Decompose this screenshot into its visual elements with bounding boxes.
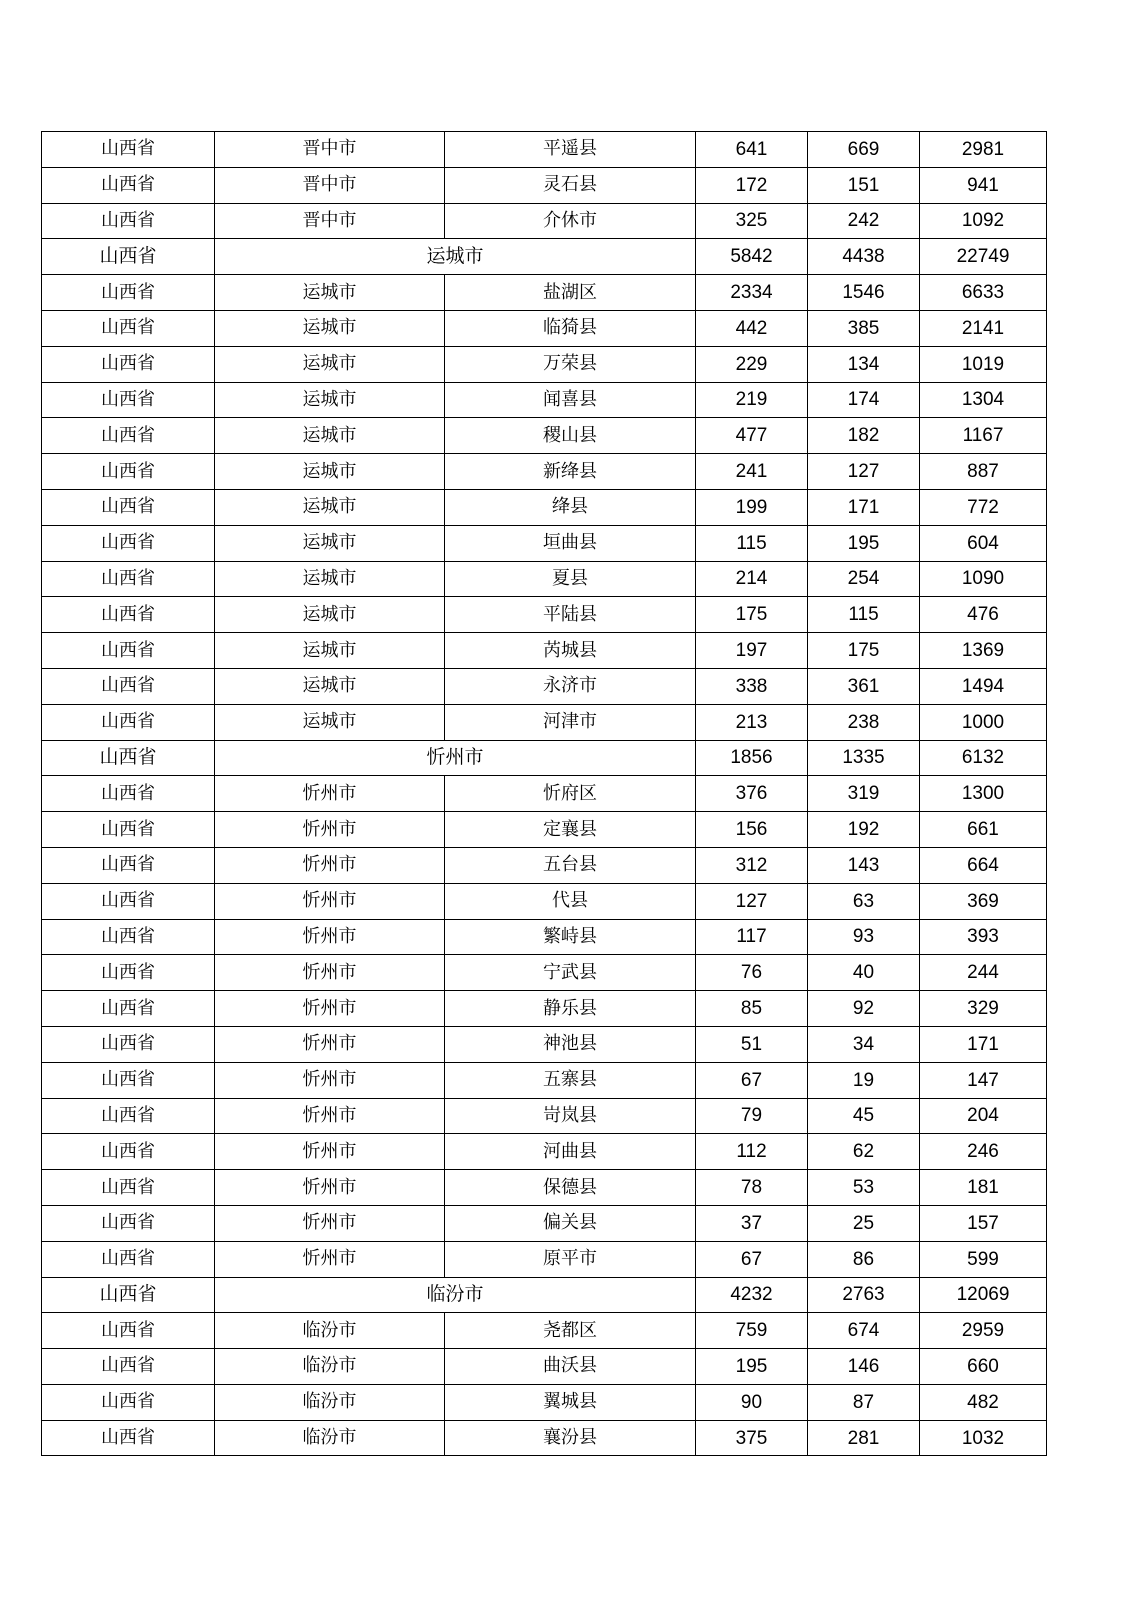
county-cell: 夏县 <box>445 561 696 597</box>
value-3-cell: 393 <box>920 919 1047 955</box>
table-row <box>42 633 1047 669</box>
table-row <box>42 489 1047 525</box>
value-1-cell: 229 <box>696 346 808 382</box>
table-row <box>42 1241 1047 1277</box>
value-3-cell: 246 <box>920 1134 1047 1170</box>
value-2-cell: 151 <box>808 167 920 203</box>
table-row <box>42 132 1047 168</box>
province-cell: 山西省 <box>42 1349 215 1385</box>
value-2-cell: 127 <box>808 454 920 490</box>
value-1-cell: 79 <box>696 1098 808 1134</box>
city-cell: 忻州市 <box>215 991 445 1027</box>
city-cell: 运城市 <box>215 561 445 597</box>
table-row <box>42 847 1047 883</box>
value-3-cell: 1000 <box>920 704 1047 740</box>
value-2-cell: 192 <box>808 812 920 848</box>
value-2-cell: 2763 <box>808 1277 920 1313</box>
city-cell: 运城市 <box>215 668 445 704</box>
city-cell: 忻州市 <box>215 1026 445 1062</box>
province-cell: 山西省 <box>42 310 215 346</box>
county-cell: 平遥县 <box>445 132 696 168</box>
city-cell: 忻州市 <box>215 883 445 919</box>
value-3-cell: 181 <box>920 1170 1047 1206</box>
county-cell: 尧都区 <box>445 1313 696 1349</box>
county-cell: 偏关县 <box>445 1205 696 1241</box>
city-cell: 运城市 <box>215 418 445 454</box>
value-2-cell: 40 <box>808 955 920 991</box>
county-cell: 稷山县 <box>445 418 696 454</box>
value-3-cell: 482 <box>920 1384 1047 1420</box>
value-1-cell: 76 <box>696 955 808 991</box>
city-cell: 运城市 <box>215 525 445 561</box>
value-1-cell: 325 <box>696 203 808 239</box>
city-cell: 临汾市 <box>215 1277 696 1313</box>
data-table <box>41 131 1047 1456</box>
county-cell: 新绛县 <box>445 454 696 490</box>
city-cell: 晋中市 <box>215 167 445 203</box>
value-3-cell: 6132 <box>920 740 1047 776</box>
county-cell: 河津市 <box>445 704 696 740</box>
table-row <box>42 275 1047 311</box>
province-cell: 山西省 <box>42 1205 215 1241</box>
value-1-cell: 213 <box>696 704 808 740</box>
value-2-cell: 93 <box>808 919 920 955</box>
county-cell: 河曲县 <box>445 1134 696 1170</box>
province-cell: 山西省 <box>42 991 215 1027</box>
table-row <box>42 1349 1047 1385</box>
county-cell: 介休市 <box>445 203 696 239</box>
value-3-cell: 244 <box>920 955 1047 991</box>
city-subtotal-row <box>42 1277 1047 1313</box>
value-2-cell: 4438 <box>808 239 920 275</box>
city-cell: 忻州市 <box>215 919 445 955</box>
value-1-cell: 115 <box>696 525 808 561</box>
value-2-cell: 34 <box>808 1026 920 1062</box>
value-2-cell: 45 <box>808 1098 920 1134</box>
province-cell: 山西省 <box>42 489 215 525</box>
county-cell: 五台县 <box>445 847 696 883</box>
city-cell: 运城市 <box>215 382 445 418</box>
value-2-cell: 674 <box>808 1313 920 1349</box>
value-3-cell: 2981 <box>920 132 1047 168</box>
province-cell: 山西省 <box>42 1313 215 1349</box>
city-cell: 忻州市 <box>215 1241 445 1277</box>
value-1-cell: 375 <box>696 1420 808 1456</box>
county-cell: 代县 <box>445 883 696 919</box>
county-cell: 五寨县 <box>445 1062 696 1098</box>
city-cell: 运城市 <box>215 310 445 346</box>
value-1-cell: 376 <box>696 776 808 812</box>
value-2-cell: 92 <box>808 991 920 1027</box>
county-cell: 芮城县 <box>445 633 696 669</box>
county-cell: 忻府区 <box>445 776 696 812</box>
value-1-cell: 477 <box>696 418 808 454</box>
county-cell: 垣曲县 <box>445 525 696 561</box>
value-2-cell: 19 <box>808 1062 920 1098</box>
province-cell: 山西省 <box>42 668 215 704</box>
value-2-cell: 238 <box>808 704 920 740</box>
province-cell: 山西省 <box>42 1098 215 1134</box>
province-cell: 山西省 <box>42 454 215 490</box>
value-1-cell: 127 <box>696 883 808 919</box>
city-cell: 忻州市 <box>215 1062 445 1098</box>
city-cell: 忻州市 <box>215 847 445 883</box>
value-3-cell: 1019 <box>920 346 1047 382</box>
value-1-cell: 67 <box>696 1241 808 1277</box>
value-2-cell: 86 <box>808 1241 920 1277</box>
value-1-cell: 2334 <box>696 275 808 311</box>
value-3-cell: 476 <box>920 597 1047 633</box>
county-cell: 襄汾县 <box>445 1420 696 1456</box>
value-2-cell: 669 <box>808 132 920 168</box>
table-row <box>42 561 1047 597</box>
table-row <box>42 454 1047 490</box>
value-2-cell: 281 <box>808 1420 920 1456</box>
value-3-cell: 22749 <box>920 239 1047 275</box>
value-1-cell: 78 <box>696 1170 808 1206</box>
province-cell: 山西省 <box>42 847 215 883</box>
table-row <box>42 1026 1047 1062</box>
province-cell: 山西省 <box>42 203 215 239</box>
province-cell: 山西省 <box>42 1026 215 1062</box>
value-2-cell: 62 <box>808 1134 920 1170</box>
city-cell: 晋中市 <box>215 132 445 168</box>
city-cell: 临汾市 <box>215 1384 445 1420</box>
city-cell: 运城市 <box>215 239 696 275</box>
city-subtotal-row <box>42 239 1047 275</box>
city-cell: 忻州市 <box>215 1098 445 1134</box>
county-cell: 盐湖区 <box>445 275 696 311</box>
table-row <box>42 883 1047 919</box>
province-cell: 山西省 <box>42 346 215 382</box>
province-cell: 山西省 <box>42 883 215 919</box>
county-cell: 平陆县 <box>445 597 696 633</box>
province-cell: 山西省 <box>42 704 215 740</box>
county-cell: 闻喜县 <box>445 382 696 418</box>
value-1-cell: 5842 <box>696 239 808 275</box>
table-row <box>42 1313 1047 1349</box>
value-1-cell: 641 <box>696 132 808 168</box>
city-cell: 忻州市 <box>215 740 696 776</box>
value-1-cell: 67 <box>696 1062 808 1098</box>
value-3-cell: 664 <box>920 847 1047 883</box>
value-1-cell: 338 <box>696 668 808 704</box>
table-row <box>42 668 1047 704</box>
value-2-cell: 115 <box>808 597 920 633</box>
table-row <box>42 1134 1047 1170</box>
value-2-cell: 53 <box>808 1170 920 1206</box>
county-cell: 定襄县 <box>445 812 696 848</box>
county-cell: 保德县 <box>445 1170 696 1206</box>
value-3-cell: 1092 <box>920 203 1047 239</box>
value-1-cell: 241 <box>696 454 808 490</box>
value-1-cell: 759 <box>696 1313 808 1349</box>
province-cell: 山西省 <box>42 1241 215 1277</box>
city-cell: 运城市 <box>215 489 445 525</box>
province-cell: 山西省 <box>42 525 215 561</box>
value-1-cell: 219 <box>696 382 808 418</box>
province-cell: 山西省 <box>42 919 215 955</box>
table-row <box>42 1420 1047 1456</box>
value-3-cell: 660 <box>920 1349 1047 1385</box>
value-3-cell: 1300 <box>920 776 1047 812</box>
value-1-cell: 37 <box>696 1205 808 1241</box>
county-cell: 繁峙县 <box>445 919 696 955</box>
city-cell: 忻州市 <box>215 955 445 991</box>
value-3-cell: 369 <box>920 883 1047 919</box>
value-1-cell: 4232 <box>696 1277 808 1313</box>
value-2-cell: 25 <box>808 1205 920 1241</box>
table-row <box>42 1170 1047 1206</box>
value-1-cell: 156 <box>696 812 808 848</box>
table-row <box>42 1384 1047 1420</box>
province-cell: 山西省 <box>42 275 215 311</box>
table-row <box>42 776 1047 812</box>
city-cell: 忻州市 <box>215 812 445 848</box>
city-cell: 晋中市 <box>215 203 445 239</box>
county-cell: 翼城县 <box>445 1384 696 1420</box>
city-cell: 忻州市 <box>215 1134 445 1170</box>
table-row <box>42 955 1047 991</box>
table-row <box>42 203 1047 239</box>
province-cell: 山西省 <box>42 1420 215 1456</box>
value-3-cell: 1369 <box>920 633 1047 669</box>
value-2-cell: 254 <box>808 561 920 597</box>
county-cell: 神池县 <box>445 1026 696 1062</box>
value-1-cell: 214 <box>696 561 808 597</box>
table-row <box>42 597 1047 633</box>
value-3-cell: 1032 <box>920 1420 1047 1456</box>
value-1-cell: 312 <box>696 847 808 883</box>
table-row <box>42 812 1047 848</box>
city-cell: 运城市 <box>215 275 445 311</box>
value-3-cell: 1494 <box>920 668 1047 704</box>
table-row <box>42 991 1047 1027</box>
value-2-cell: 134 <box>808 346 920 382</box>
city-cell: 临汾市 <box>215 1313 445 1349</box>
city-cell: 运城市 <box>215 346 445 382</box>
city-cell: 运城市 <box>215 597 445 633</box>
value-2-cell: 195 <box>808 525 920 561</box>
value-2-cell: 385 <box>808 310 920 346</box>
city-cell: 忻州市 <box>215 1205 445 1241</box>
value-2-cell: 361 <box>808 668 920 704</box>
city-cell: 运城市 <box>215 704 445 740</box>
value-2-cell: 63 <box>808 883 920 919</box>
city-cell: 临汾市 <box>215 1349 445 1385</box>
value-3-cell: 604 <box>920 525 1047 561</box>
table-body <box>42 132 1047 1456</box>
value-3-cell: 1304 <box>920 382 1047 418</box>
value-3-cell: 941 <box>920 167 1047 203</box>
table-row <box>42 167 1047 203</box>
value-3-cell: 329 <box>920 991 1047 1027</box>
province-cell: 山西省 <box>42 597 215 633</box>
value-3-cell: 171 <box>920 1026 1047 1062</box>
province-cell: 山西省 <box>42 132 215 168</box>
province-cell: 山西省 <box>42 1062 215 1098</box>
value-1-cell: 197 <box>696 633 808 669</box>
table-row <box>42 310 1047 346</box>
value-3-cell: 772 <box>920 489 1047 525</box>
county-cell: 临猗县 <box>445 310 696 346</box>
province-cell: 山西省 <box>42 812 215 848</box>
province-cell: 山西省 <box>42 1277 215 1313</box>
province-cell: 山西省 <box>42 633 215 669</box>
value-1-cell: 112 <box>696 1134 808 1170</box>
county-cell: 灵石县 <box>445 167 696 203</box>
value-3-cell: 204 <box>920 1098 1047 1134</box>
county-cell: 静乐县 <box>445 991 696 1027</box>
value-1-cell: 172 <box>696 167 808 203</box>
city-cell: 临汾市 <box>215 1420 445 1456</box>
value-1-cell: 442 <box>696 310 808 346</box>
table-row <box>42 1205 1047 1241</box>
county-cell: 曲沃县 <box>445 1349 696 1385</box>
province-cell: 山西省 <box>42 1134 215 1170</box>
value-3-cell: 1090 <box>920 561 1047 597</box>
value-3-cell: 2141 <box>920 310 1047 346</box>
value-2-cell: 1335 <box>808 740 920 776</box>
value-1-cell: 117 <box>696 919 808 955</box>
value-2-cell: 1546 <box>808 275 920 311</box>
province-cell: 山西省 <box>42 239 215 275</box>
value-3-cell: 1167 <box>920 418 1047 454</box>
province-cell: 山西省 <box>42 1384 215 1420</box>
county-cell: 永济市 <box>445 668 696 704</box>
province-cell: 山西省 <box>42 382 215 418</box>
province-cell: 山西省 <box>42 167 215 203</box>
value-1-cell: 175 <box>696 597 808 633</box>
table-row <box>42 382 1047 418</box>
value-2-cell: 143 <box>808 847 920 883</box>
table-row <box>42 525 1047 561</box>
value-1-cell: 90 <box>696 1384 808 1420</box>
value-2-cell: 182 <box>808 418 920 454</box>
province-cell: 山西省 <box>42 740 215 776</box>
value-1-cell: 199 <box>696 489 808 525</box>
value-3-cell: 599 <box>920 1241 1047 1277</box>
value-2-cell: 242 <box>808 203 920 239</box>
value-1-cell: 85 <box>696 991 808 1027</box>
county-cell: 宁武县 <box>445 955 696 991</box>
city-cell: 忻州市 <box>215 1170 445 1206</box>
province-cell: 山西省 <box>42 1170 215 1206</box>
value-1-cell: 1856 <box>696 740 808 776</box>
value-3-cell: 12069 <box>920 1277 1047 1313</box>
city-cell: 运城市 <box>215 454 445 490</box>
value-2-cell: 174 <box>808 382 920 418</box>
table-row <box>42 919 1047 955</box>
county-cell: 岢岚县 <box>445 1098 696 1134</box>
city-cell: 运城市 <box>215 633 445 669</box>
value-3-cell: 6633 <box>920 275 1047 311</box>
province-cell: 山西省 <box>42 955 215 991</box>
county-cell: 绛县 <box>445 489 696 525</box>
value-3-cell: 887 <box>920 454 1047 490</box>
province-cell: 山西省 <box>42 418 215 454</box>
value-3-cell: 2959 <box>920 1313 1047 1349</box>
city-cell: 忻州市 <box>215 776 445 812</box>
value-2-cell: 146 <box>808 1349 920 1385</box>
value-3-cell: 661 <box>920 812 1047 848</box>
value-3-cell: 157 <box>920 1205 1047 1241</box>
value-2-cell: 87 <box>808 1384 920 1420</box>
value-1-cell: 51 <box>696 1026 808 1062</box>
value-2-cell: 175 <box>808 633 920 669</box>
value-2-cell: 319 <box>808 776 920 812</box>
county-cell: 原平市 <box>445 1241 696 1277</box>
province-cell: 山西省 <box>42 561 215 597</box>
table-row <box>42 1062 1047 1098</box>
table-row <box>42 346 1047 382</box>
table-row <box>42 704 1047 740</box>
county-cell: 万荣县 <box>445 346 696 382</box>
table-row <box>42 418 1047 454</box>
table-row <box>42 1098 1047 1134</box>
value-3-cell: 147 <box>920 1062 1047 1098</box>
province-cell: 山西省 <box>42 776 215 812</box>
value-1-cell: 195 <box>696 1349 808 1385</box>
city-subtotal-row <box>42 740 1047 776</box>
value-2-cell: 171 <box>808 489 920 525</box>
